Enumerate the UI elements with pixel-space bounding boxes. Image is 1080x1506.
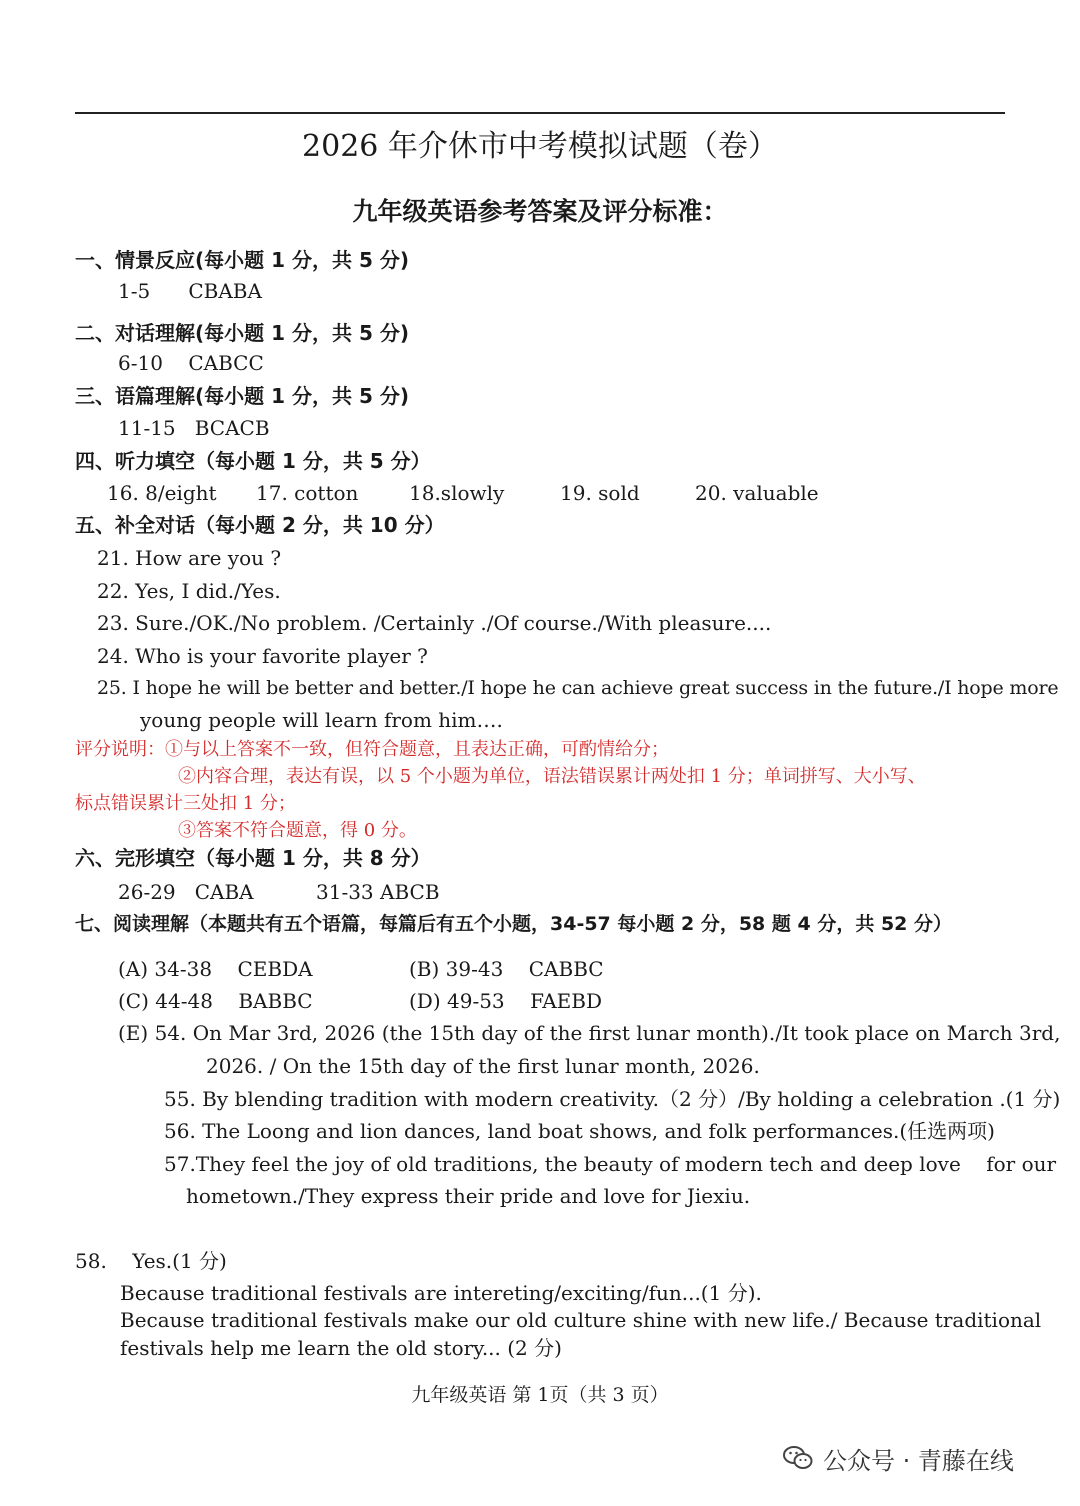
scoring-note-line-1: 评分说明：①与以上答案不一致，但符合题意，且表达正确，可酌情给分； [75, 739, 669, 760]
section-6-answer-a: 26-29 CABA [118, 880, 254, 904]
watermark [783, 1440, 1014, 1476]
top-rule [75, 112, 1005, 114]
page-footer: 九年级英语 第 1页（共 3 页） [411, 1384, 669, 1406]
exam-title: 2026 年介休市中考模拟试题（卷） [302, 129, 778, 164]
section-2-header: 二、对话理解(每小题 1 分，共 5 分) [75, 321, 409, 345]
section-1-answer: 1-5 CBABA [118, 279, 262, 303]
section-7-answer-d: (D) 49-53 FAEBD [409, 989, 602, 1013]
section-7-answer-55: 55. By blending tradition with modern creativity.（2 分）/By holding a celebration .(1 分) [164, 1087, 1061, 1111]
section-5-answer-25: 25. I hope he will be better and better./I hope he can achieve great success in the future./I hope more [97, 677, 1059, 699]
section-4-answer-16: 16. 8/eight [107, 481, 217, 505]
section-7-answer-c: (C) 44-48 BABBC [118, 989, 313, 1013]
section-4-answer-17: 17. cotton [256, 481, 359, 505]
section-4-answer-19: 19. sold [560, 481, 640, 505]
wechat-icon [783, 1445, 813, 1471]
scoring-note-line-2: ②内容合理，表达有误，以 5 个小题为单位，语法错误累计两处扣 1 分；单词拼写、大小写、 [178, 766, 926, 787]
section-3-answer: 11-15 BCACB [118, 416, 270, 440]
section-5-answer-21: 21. How are you ? [97, 546, 282, 570]
answer-key-subtitle: 九年级英语参考答案及评分标准： [352, 197, 728, 226]
q58-head: 58. Yes.(1 分) [75, 1249, 227, 1273]
section-4-header: 四、听力填空（每小题 1 分，共 5 分） [75, 449, 431, 473]
section-2-answer: 6-10 CABCC [118, 351, 264, 375]
section-5-answer-22: 22. Yes, I did./Yes. [97, 579, 281, 603]
watermark-text: 公众号 · 青藤在线 [823, 1446, 1014, 1475]
q58-line-3: festivals help me learn the old story... (2 分) [120, 1336, 562, 1360]
section-6-header: 六、完形填空（每小题 1 分，共 8 分） [75, 846, 431, 870]
section-5-answer-25-cont: young people will learn from him…. [140, 708, 503, 732]
section-3-header: 三、语篇理解(每小题 1 分，共 5 分) [75, 384, 409, 408]
section-4-answer-18: 18.slowly [409, 481, 505, 505]
scoring-note-line-4: ③答案不符合题意，得 0 分。 [178, 820, 417, 841]
scoring-note-line-3: 标点错误累计三处扣 1 分； [75, 793, 296, 814]
section-5-header: 五、补全对话（每小题 2 分，共 10 分） [75, 513, 445, 537]
section-5-answer-24: 24. Who is your favorite player ? [97, 644, 428, 668]
section-7-answer-56: 56. The Loong and lion dances, land boat shows, and folk performances.(任选两项) [164, 1119, 995, 1143]
section-7-answer-e-54: (E) 54. On Mar 3rd, 2026 (the 15th day of the first lunar month)./It took place on March 3rd, [118, 1021, 1061, 1045]
section-7-answer-e-54-cont: 2026. / On the 15th day of the first lunar month, 2026. [206, 1054, 760, 1078]
section-7-header: 七、阅读理解（本题共有五个语篇，每篇后有五个小题，34-57 每小题 2 分，58 题 4 分，共 52 分） [75, 913, 953, 935]
section-4-answer-20: 20. valuable [695, 481, 819, 505]
section-7-answer-57: 57.They feel the joy of old traditions, the beauty of modern tech and deep love for our [164, 1152, 1057, 1176]
section-7-answer-57-cont: hometown./They express their pride and love for Jiexiu. [186, 1184, 751, 1208]
section-7-answer-a: (A) 34-38 CEBDA [118, 957, 313, 981]
section-1-header: 一、情景反应(每小题 1 分，共 5 分) [75, 248, 409, 272]
section-5-answer-23: 23. Sure./OK./No problem. /Certainly ./Of course./With pleasure.... [97, 611, 772, 635]
q58-line-2: Because traditional festivals make our old culture shine with new life./ Because traditional [120, 1308, 1042, 1332]
section-6-answer-b: 31-33 ABCB [316, 880, 440, 904]
q58-line-1: Because traditional festivals are intereting/exciting/fun...(1 分). [120, 1281, 762, 1305]
section-7-answer-b: (B) 39-43 CABBC [409, 957, 604, 981]
